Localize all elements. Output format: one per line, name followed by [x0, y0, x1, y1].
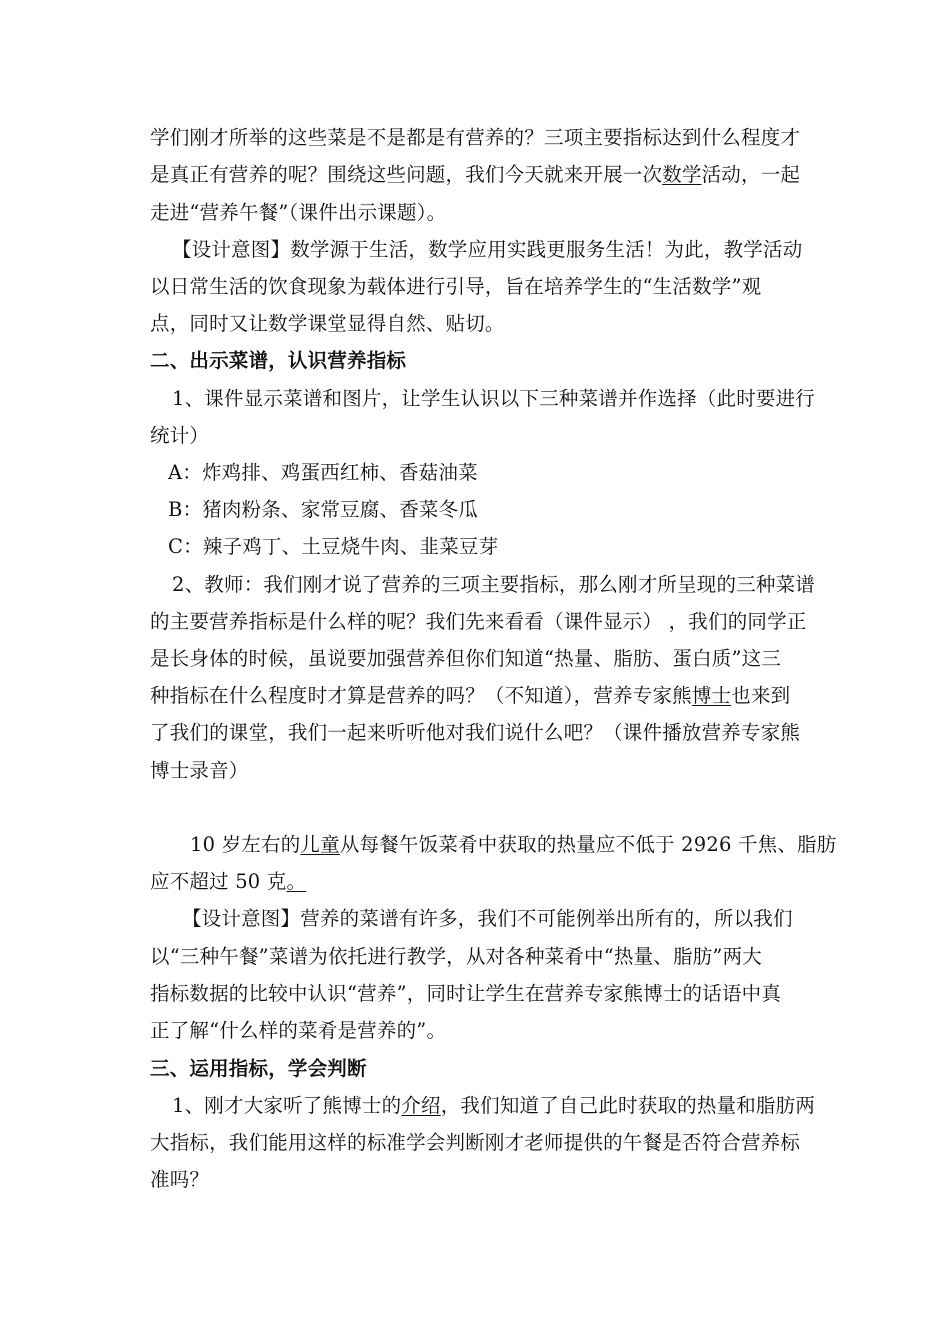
design-note-2-line-4: 正了解“什么样的菜肴是营养的”。 [150, 1019, 447, 1042]
quote-line-1-text-a: 10 岁左右的 [190, 833, 301, 856]
design-note-1-line-1: 【设计意图】数学源于生活，数学应用实践更服务生活！为此，教学活动 [172, 238, 803, 261]
design-note-2-line-2: 以“三种午餐”菜谱为依托进行教学，从对各种菜肴中“热量、脂肪”两大 [150, 945, 762, 968]
section-3-heading: 三、运用指标，学会判断 [150, 1057, 367, 1080]
section-2-para-1-line-2: 统计） [150, 424, 210, 447]
design-note-1-line-3: 点，同时又让数学课堂显得自然、贴切。 [150, 312, 505, 335]
design-note-2-line-3: 指标数据的比较中认识“营养”，同时让学生在营养专家熊博士的话语中真 [150, 982, 782, 1005]
quote-line-1-text-b: 从每餐午饭菜肴中获取的热量应不低于 2926 千焦、脂肪 [339, 833, 837, 856]
intro-link-math[interactable]: 数学 [662, 163, 702, 186]
intro-line-1: 学们刚才所举的这些菜是不是都是有营养的？三项主要指标达到什么程度才 [150, 126, 801, 149]
section-3-line-1-text-b: ，我们知道了自己此时获取的热量和脂肪两 [440, 1094, 816, 1117]
intro-line-2-text-a: 是真正有营养的呢？围绕这些问题，我们今天就来开展一次 [150, 163, 663, 186]
intro-line-2-text-b: 活动，一起 [701, 163, 801, 186]
section-2-para-1-line-1: 1、课件显示菜谱和图片，让学生认识以下三种菜谱并作选择（此时要进行 [172, 387, 816, 410]
quote-line-2 [150, 869, 306, 895]
intro-line-3: 走进“营养午餐”（课件出示课题）。 [150, 201, 447, 224]
design-note-1-line-2: 以日常生活的饮食现象为载体进行引导，旨在培养学生的“生活数学”观 [150, 275, 762, 298]
section-2-para-2-line-3: 是长身体的时候，虽说要加强营养但你们知道“热量、脂肪、蛋白质”这三 [150, 647, 782, 670]
intro-line-2 [150, 162, 800, 188]
para-2-line-4-text-b: 也来到 [731, 684, 791, 707]
quote-line-2-text-a: 应不超过 50 克 [150, 870, 287, 893]
link-doctor[interactable]: 博士 [691, 684, 732, 707]
menu-option-a: A：炸鸡排、鸡蛋西红柿、香菇油菜 [168, 461, 478, 484]
design-note-2-line-1: 【设计意图】营养的菜谱有许多，我们不可能例举出所有的，所以我们 [182, 907, 793, 930]
para-2-line-4-text-a: 种指标在什么程度时才算是营养的吗？（不知道），营养专家熊 [150, 684, 692, 707]
section-3-line-1-text-a: 1、刚才大家听了熊博士的 [172, 1094, 402, 1117]
quote-line-2-period: 。 [286, 870, 307, 893]
section-3-para-1-line-3: 准吗？ [150, 1168, 210, 1191]
section-3-para-1-line-1 [172, 1093, 815, 1119]
section-2-para-2-line-2: 的主要营养指标是什么样的呢？我们先来看看（课件显示） ，我们的同学正 [150, 610, 807, 633]
section-3-para-1-line-2: 大指标，我们能用这样的标准学会判断刚才老师提供的午餐是否符合营养标 [150, 1131, 801, 1154]
section-2-para-2-line-4 [150, 683, 790, 709]
section-2-heading: 二、出示菜谱，认识营养指标 [150, 349, 407, 372]
section-2-para-2-line-6: 博士录音） [150, 759, 249, 782]
link-children[interactable]: 儿童 [300, 833, 340, 856]
link-introduction[interactable]: 介绍 [401, 1094, 441, 1117]
menu-option-c: C：辣子鸡丁、土豆烧牛肉、韭菜豆芽 [168, 535, 499, 558]
section-2-para-2-line-5: 了我们的课堂，我们一起来听听他对我们说什么吧？（课件播放营养专家熊 [150, 721, 801, 744]
section-2-para-2-line-1: 2、教师：我们刚才说了营养的三项主要指标，那么刚才所呈现的三种菜谱 [172, 573, 816, 596]
menu-option-b: B：猪肉粉条、家常豆腐、香菜冬瓜 [168, 498, 479, 521]
quote-line-1 [190, 832, 836, 858]
